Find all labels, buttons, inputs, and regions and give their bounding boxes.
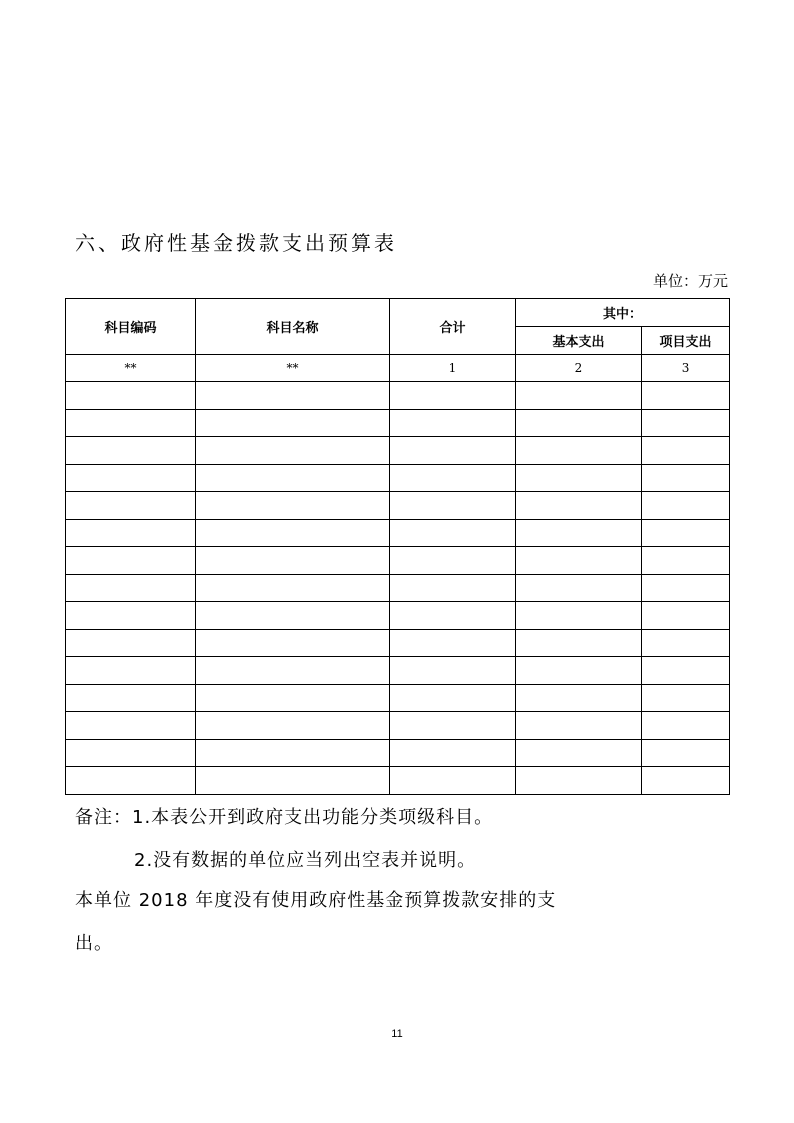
table-cell: [516, 464, 642, 492]
table-cell: [390, 519, 516, 547]
note-line-2: 2.没有数据的单位应当列出空表并说明。: [134, 850, 477, 871]
table-cell: [642, 519, 730, 547]
table-cell: [516, 602, 642, 630]
table-cell: [66, 574, 196, 602]
table-row: [66, 767, 730, 795]
header-name: 科目名称: [196, 299, 390, 355]
table-cell: [390, 464, 516, 492]
table-cell: [66, 684, 196, 712]
table-cell: [66, 767, 196, 795]
table-cell: [390, 382, 516, 410]
table-cell: [642, 767, 730, 795]
header-of-which: 其中：: [516, 299, 730, 327]
table-cell: [196, 547, 390, 575]
table-cell: [642, 657, 730, 685]
table-cell: [516, 519, 642, 547]
page-title: 六、政府性基金拨款支出预算表: [75, 231, 397, 255]
table-cell: [196, 629, 390, 657]
table-cell: [196, 519, 390, 547]
table-cell: **: [66, 355, 196, 382]
table-cell: [642, 382, 730, 410]
table-cell: [390, 437, 516, 465]
page-number: 11: [391, 1028, 403, 1040]
header-basic: 基本支出: [516, 327, 642, 355]
unit-label: 单位：万元: [652, 272, 728, 290]
table-cell: [642, 602, 730, 630]
table-cell: [390, 767, 516, 795]
table-cell: [66, 437, 196, 465]
note-line-4: 出。: [75, 933, 113, 954]
note-line-3: 本单位 2018 年度没有使用政府性基金预算拨款安排的支: [75, 890, 557, 911]
table-cell: [516, 492, 642, 520]
table-row: [66, 657, 730, 685]
table-row: [66, 602, 730, 630]
table-cell: [66, 629, 196, 657]
table-cell: [390, 492, 516, 520]
budget-table: [65, 298, 730, 795]
table-cell: [66, 519, 196, 547]
table-cell: [516, 574, 642, 602]
table-cell: [196, 437, 390, 465]
table-cell: [390, 739, 516, 767]
table-cell: [516, 684, 642, 712]
table-cell: [66, 492, 196, 520]
table-cell: [66, 464, 196, 492]
table-cell: [196, 712, 390, 740]
table-cell: 1: [390, 355, 516, 382]
table-cell: [196, 382, 390, 410]
table-cell: [66, 382, 196, 410]
table-cell: [66, 739, 196, 767]
table-cell: [66, 712, 196, 740]
table-cell: [516, 712, 642, 740]
table-cell: **: [196, 355, 390, 382]
table-cell: [390, 547, 516, 575]
table-cell: [642, 684, 730, 712]
table-row: [66, 684, 730, 712]
table-cell: [66, 602, 196, 630]
table-cell: [196, 464, 390, 492]
table-row: [66, 492, 730, 520]
table-row: [66, 629, 730, 657]
table-cell: [196, 657, 390, 685]
table-cell: [516, 547, 642, 575]
table-cell: [642, 464, 730, 492]
table-cell: [390, 684, 516, 712]
table-cell: [516, 409, 642, 437]
table-row: [66, 739, 730, 767]
header-project: 项目支出: [642, 327, 730, 355]
table-row: [66, 547, 730, 575]
table-cell: [642, 437, 730, 465]
table-cell: [196, 409, 390, 437]
table-row: [66, 712, 730, 740]
table-cell: [642, 492, 730, 520]
table-cell: [642, 409, 730, 437]
table-cell: [66, 657, 196, 685]
table-cell: [516, 767, 642, 795]
table-cell: [642, 574, 730, 602]
table-cell: [196, 739, 390, 767]
table-row: [66, 437, 730, 465]
table-cell: [390, 657, 516, 685]
table-row: [66, 409, 730, 437]
table-cell: [642, 629, 730, 657]
table-cell: [516, 739, 642, 767]
table-cell: 2: [516, 355, 642, 382]
table-cell: [196, 684, 390, 712]
table-cell: [642, 712, 730, 740]
table-row: [66, 464, 730, 492]
table-cell: [516, 382, 642, 410]
table-cell: [390, 574, 516, 602]
header-total: 合计: [390, 299, 516, 355]
table-cell: [196, 492, 390, 520]
table-row: [66, 574, 730, 602]
table-cell: [196, 574, 390, 602]
table-row: [66, 519, 730, 547]
table-cell: [390, 602, 516, 630]
index-row: [66, 355, 730, 382]
table-cell: [196, 602, 390, 630]
table-cell: [196, 767, 390, 795]
table-cell: [642, 739, 730, 767]
table-cell: 3: [642, 355, 730, 382]
table-cell: [642, 547, 730, 575]
table-cell: [390, 409, 516, 437]
table-cell: [66, 547, 196, 575]
note-line-1: 备注：1.本表公开到政府支出功能分类项级科目。: [75, 807, 494, 828]
table-cell: [390, 629, 516, 657]
table-cell: [516, 437, 642, 465]
table-cell: [390, 712, 516, 740]
table-cell: [516, 657, 642, 685]
table-cell: [516, 629, 642, 657]
header-code: 科目编码: [66, 299, 196, 355]
table-row: [66, 382, 730, 410]
table-cell: [66, 409, 196, 437]
